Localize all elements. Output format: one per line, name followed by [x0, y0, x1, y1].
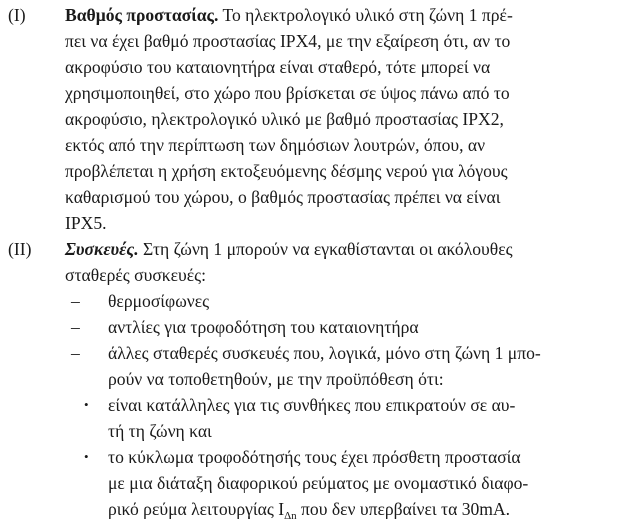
bullet-marker: •	[84, 397, 89, 412]
section-heading: Συσκευές.	[65, 239, 139, 259]
body-line: καθαρισμού του χώρου, ο βαθμός προστασίας πρέπει να είναι	[65, 187, 501, 207]
dash-marker: –	[71, 317, 80, 337]
bullet-marker: •	[84, 449, 89, 464]
body-line: IPX5.	[65, 213, 107, 233]
dash-item: άλλες σταθερές συσκευές που, λογικά, μόνο στη ζώνη 1 μπο-	[108, 343, 541, 363]
body-line: εκτός από την περίπτωση των δημόσιων λουτρών, όπου, αν	[65, 135, 486, 155]
dash-marker: –	[71, 291, 80, 311]
subscript: Δn	[284, 510, 297, 522]
section-number: (I)	[8, 5, 26, 25]
body-text: Στη ζώνη 1 μπορούν να εγκαθίστανται οι ακόλουθες	[143, 239, 513, 259]
section-line	[65, 237, 513, 261]
body-text: Το ηλεκτρολογικό υλικό στη ζώνη 1 πρέ-	[222, 5, 513, 25]
body-text: που δεν υπερβαίνει τα 30mA.	[296, 499, 511, 519]
bullet-line: είναι κατάλληλες για τις συνθήκες που επικρατούν σε αυ-	[108, 395, 516, 415]
section-line	[65, 3, 513, 27]
section-heading: Βαθμός προστασίας.	[65, 5, 219, 25]
dash-item: θερμοσίφωνες	[108, 291, 210, 311]
dash-item: αντλίες για τροφοδότηση του καταιονητήρα	[108, 317, 419, 337]
bullet-line	[108, 497, 510, 528]
body-line: πει να έχει βαθμό προστασίας IPX4, με την εξαίρεση ότι, αν το	[65, 31, 511, 51]
section-number: (II)	[8, 239, 32, 259]
body-line: ακροφύσιο, ηλεκτρολογικό υλικό με βαθμό προστασίας IPX2,	[65, 109, 504, 129]
body-line: προβλέπεται η χρήση εκτοξευόμενης δέσμης νερού για λόγους	[65, 161, 508, 181]
body-line: ακροφύσιο του καταιονητήρα είναι σταθερό, τότε μπορεί να	[65, 57, 491, 77]
body-text: ρικό ρεύμα λειτουργίας I	[108, 499, 285, 519]
bullet-line: το κύκλωμα τροφοδότησής τους έχει πρόσθετη προστασία	[108, 447, 521, 467]
body-line: σταθερές συσκευές:	[65, 265, 207, 285]
dash-marker: –	[71, 343, 80, 363]
bullet-line: τή τη ζώνη και	[108, 421, 212, 441]
body-line: χρησιμοποιηθεί, στο χώρο που βρίσκεται σε ύψος πάνω από το	[65, 83, 510, 103]
bullet-line: με μια διάταξη διαφορικού ρεύματος με ονομαστικό διαφο-	[108, 473, 529, 493]
dash-item-continuation: ρούν να τοποθετηθούν, με την προϋπόθεση ότι:	[108, 369, 444, 389]
